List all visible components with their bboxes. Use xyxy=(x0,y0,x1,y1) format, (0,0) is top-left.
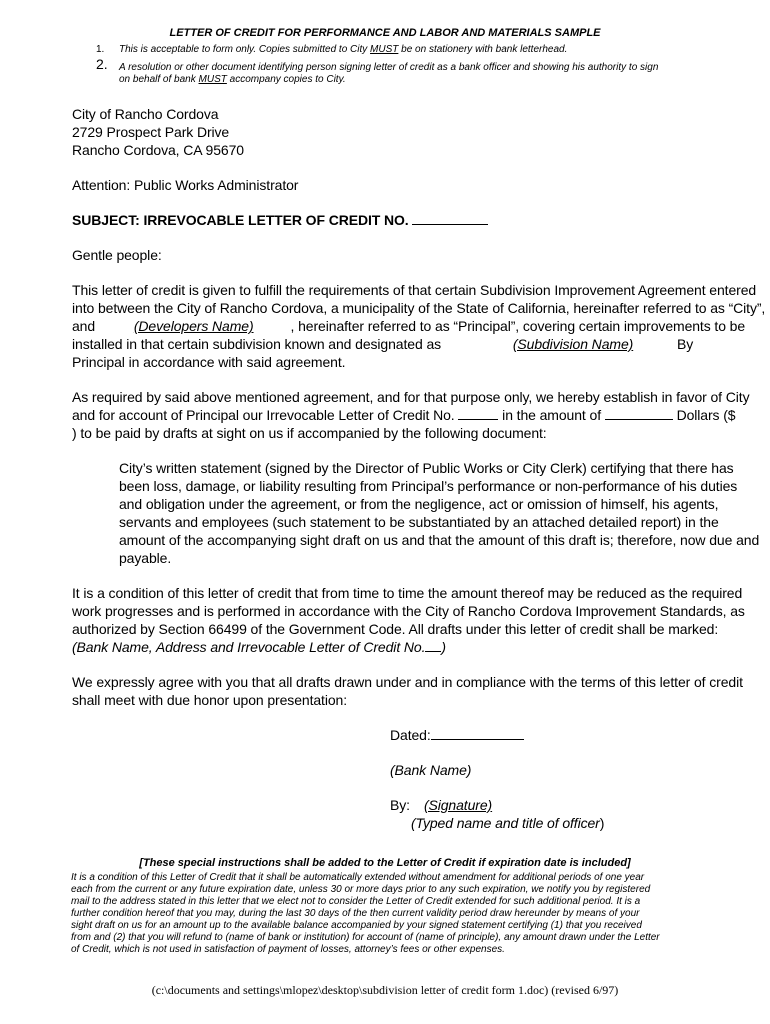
developers-name-field: (Developers Name) xyxy=(133,318,254,334)
para-2-line-2-b: in the amount of xyxy=(498,407,605,423)
subject-text: SUBJECT: IRREVOCABLE LETTER OF CREDIT NO. xyxy=(72,212,409,228)
quote-line-6: payable. xyxy=(119,550,172,566)
para-2-line-2-a: and for account of Principal our Irrevocable Letter of Credit No. xyxy=(72,407,459,423)
para-1-line-2: into between the City of Rancho Cordova, a municipality of the State of California, hereinafter referred to as “City”, xyxy=(72,300,766,316)
address-line-2: 2729 Prospect Park Drive xyxy=(72,124,230,140)
bank-name-line: (Bank Name) xyxy=(390,762,472,778)
note-2-must: MUST xyxy=(198,74,227,85)
note-2 xyxy=(96,56,659,86)
signature-field: (Signature) xyxy=(423,797,493,813)
note-1-text-a: This is acceptable to form only. Copies submitted to City xyxy=(119,44,371,55)
credit-no-blank xyxy=(458,406,498,420)
para-4-line-2: shall meet with due honor upon presentation: xyxy=(72,692,348,708)
para-1-line-3-b: , hereinafter referred to as “Principal”, covering certain improvements to be xyxy=(290,318,746,334)
note-1-number: 1. xyxy=(96,44,105,55)
marking-number-blank xyxy=(425,638,441,652)
quote-line-4: servants and employees (such statement to be substantiated by an attached detailed report) in the xyxy=(119,514,719,530)
note-1 xyxy=(96,44,568,56)
typed-name-text: (Typed name and title of officer xyxy=(411,815,600,831)
special-line-5: sight draft on us for an amount up to the available balance accompanied by your signed statement certifying (1) that you received xyxy=(71,920,642,931)
typed-name-close: ) xyxy=(599,815,605,831)
para-3-line-2: work progresses and is performed in accordance with the City of Rancho Cordova Improvement Standards, as xyxy=(72,603,745,619)
para-3-line-4 xyxy=(72,638,446,656)
address-line-1: City of Rancho Cordova xyxy=(72,106,219,122)
dated-line xyxy=(390,726,524,744)
special-instructions-heading: [These special instructions shall be added to the Letter of Credit if expiration date is included] xyxy=(139,857,631,869)
by-label: By: xyxy=(390,797,410,813)
para-1-line-4-a: installed in that certain subdivision known and designated as xyxy=(72,336,445,352)
special-line-7: of Credit, which is not used in satisfaction of payment of losses, attorney’s fees or other expenses. xyxy=(71,944,505,955)
para-4-line-1: We expressly agree with you that all drafts drawn under and in compliance with the terms of this letter of credit xyxy=(72,674,743,690)
credit-number-blank xyxy=(412,211,488,225)
address-line-3: Rancho Cordova, CA 95670 xyxy=(72,142,244,158)
para-3-line-3: authorized by Section 66499 of the Government Code. All drafts under this letter of credit shall be marked: xyxy=(72,621,719,637)
special-line-4: further condition hereof that you may, during the last 30 days of the then current validity period draw hereunder by means of your xyxy=(71,908,640,919)
para-1-line-3-a: and xyxy=(72,318,99,334)
para-2-line-1: As required by said above mentioned agreement, and for that purpose only, we hereby establish in favor of City xyxy=(72,389,750,405)
marking-text: (Bank Name, Address and Irrevocable Letter of Credit No. xyxy=(72,639,426,655)
para-1-line-1: This letter of credit is given to fulfill the requirements of that certain Subdivision Improvement Agreement entered xyxy=(72,282,757,298)
quote-line-1: City’s written statement (signed by the Director of Public Works or City Clerk) certifying that there has xyxy=(119,460,734,476)
by-line xyxy=(390,796,529,814)
subdivision-name-field: (Subdivision Name) xyxy=(512,336,634,352)
quote-line-5: amount of the accompanying sight draft on us and that the amount of this draft is; therefore, now due and xyxy=(119,532,760,548)
note-1-must: MUST xyxy=(370,44,399,55)
para-1-line-3 xyxy=(72,317,745,335)
para-1-line-4-b: By xyxy=(673,336,694,352)
special-line-1: It is a condition of this Letter of Credit that it shall be automatically extended without amendment for additional periods of one year xyxy=(71,872,645,883)
note-2-line-1: A resolution or other document identifying person signing letter of credit as a bank officer and showing his authority to sign xyxy=(119,62,659,73)
special-line-3: mail to the address stated in this letter that we elect not to consider the Letter of Credit extended for such additional period. It is a xyxy=(71,896,641,907)
note-2-line-2-a: on behalf of bank xyxy=(119,74,199,85)
special-instructions xyxy=(71,872,711,956)
para-1-line-5: Principal in accordance with said agreement. xyxy=(72,354,346,370)
amount-blank xyxy=(605,406,673,420)
file-path-footer: (c:\documents and settings\mlopez\desktop\subdivision letter of credit form 1.doc) (revised 6/97) xyxy=(151,983,619,997)
subject-line xyxy=(72,211,488,229)
quote-line-2: been loss, damage, or liability resulting from Principal’s performance or non-performance of his duties xyxy=(119,478,738,494)
note-1-text-b: be on stationery with bank letterhead. xyxy=(398,44,568,55)
special-line-6: from and (2) that you will refund to (name of bank or institution) for account of (name of principle), any amount drawn under the Letter xyxy=(71,932,660,943)
para-2-line-2-c: Dollars ($ xyxy=(672,407,736,423)
dated-label: Dated: xyxy=(390,727,431,743)
quote-line-3: and obligation under the agreement, or from the negligence, act or omission of himself, his agents, xyxy=(119,496,719,512)
dated-blank xyxy=(431,726,524,740)
document-title: LETTER OF CREDIT FOR PERFORMANCE AND LABOR AND MATERIALS SAMPLE xyxy=(169,27,601,39)
note-2-number: 2. xyxy=(96,56,108,72)
para-2-line-3: ) to be paid by drafts at sight on us if accompanied by the following document: xyxy=(72,425,547,441)
typed-name-line xyxy=(411,814,604,832)
attention-line: Attention: Public Works Administrator xyxy=(72,177,299,193)
note-2-line-2 xyxy=(119,74,658,86)
marking-text-end: ) xyxy=(441,639,446,655)
note-2-line-2-b: accompany copies to City. xyxy=(226,74,346,85)
salutation: Gentle people: xyxy=(72,247,162,263)
para-3-line-1: It is a condition of this letter of credit that from time to time the amount thereof may be reduced as the required xyxy=(72,585,743,601)
para-1-line-4 xyxy=(72,335,693,353)
para-2-line-2 xyxy=(72,406,735,424)
special-line-2: each from the current or any future expiration date, unless 30 or more days prior to any such expiration, we notify you by registered xyxy=(71,884,651,895)
